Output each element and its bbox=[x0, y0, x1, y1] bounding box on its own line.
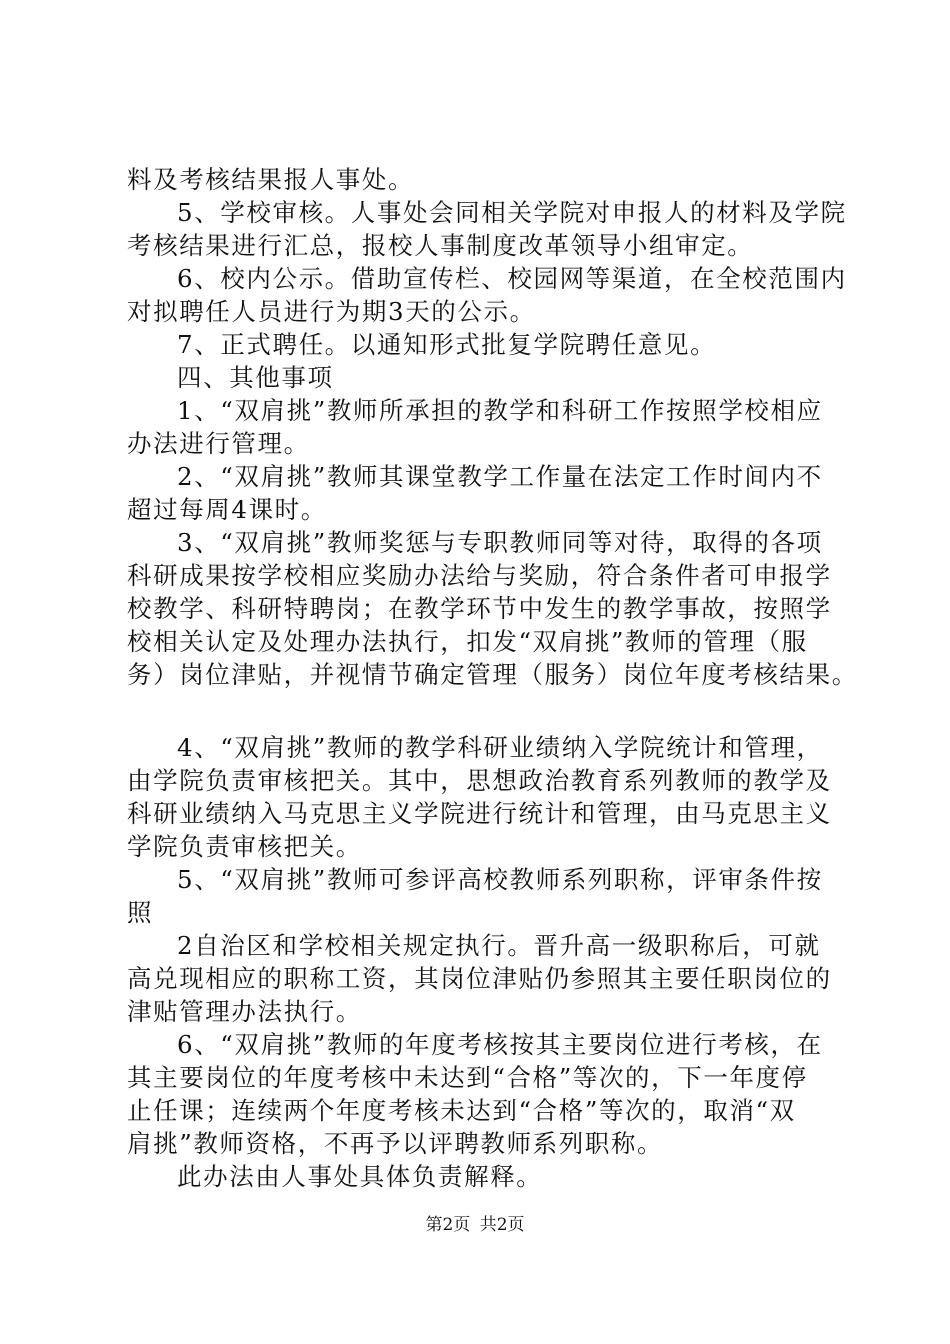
text-line: 考核结果进行汇总，报校人事制度改革领导小组审定。 bbox=[127, 231, 754, 260]
page-number: 第2页 bbox=[425, 1215, 471, 1235]
text-line: 3、“双肩挑”教师奖惩与专职教师同等对待，取得的各项 bbox=[177, 528, 823, 557]
text-line: 5、学校审核。人事处会同相关学院对申报人的材料及学院 bbox=[177, 198, 847, 227]
text-line: 对拟聘任人员进行为期3天的公示。 bbox=[127, 297, 536, 326]
text-line: 2、“双肩挑”教师其课堂教学工作量在法定工作时间内不 bbox=[177, 462, 823, 491]
text-line: 此办法由人事处具体负责解释。 bbox=[177, 1162, 543, 1191]
text-line: 1、“双肩挑”教师所承担的教学和科研工作按照学校相应 bbox=[177, 396, 823, 425]
text-line: 校相关认定及处理办法执行，扣发“双肩挑”教师的管理（服 bbox=[127, 627, 808, 656]
text-line: 办法进行管理。 bbox=[127, 429, 310, 458]
text-line: 6、“双肩挑”教师的年度考核按其主要岗位进行考核，在 bbox=[177, 1030, 823, 1059]
text-line: 肩挑”教师资格，不再予以评聘教师系列职称。 bbox=[127, 1129, 664, 1158]
text-line: 津贴管理办法执行。 bbox=[127, 997, 362, 1026]
text-line: 超过每周4课时。 bbox=[127, 495, 327, 524]
document-body bbox=[127, 163, 858, 1193]
section-heading: 四、其他事项 bbox=[177, 363, 334, 392]
text-line: 4、“双肩挑”教师的教学科研业绩纳入学院统计和管理， bbox=[177, 733, 823, 762]
text-line: 务）岗位津贴，并视情节确定管理（服务）岗位年度考核结果。 bbox=[127, 660, 858, 689]
page-footer bbox=[0, 1214, 950, 1236]
text-line: 5、“双肩挑”教师可参评高校教师系列职称，评审条件按 bbox=[177, 865, 823, 894]
text-line: 科研业绩纳入马克思主义学院进行统计和管理，由马克思主义 bbox=[127, 799, 832, 828]
page-total: 共2页 bbox=[479, 1215, 525, 1235]
text-line: 7、正式聘任。以通知形式批复学院聘任意见。 bbox=[177, 330, 717, 359]
text-line: 高兑现相应的职称工资，其岗位津贴仍参照其主要任职岗位的 bbox=[127, 964, 832, 993]
text-line: 科研成果按学校相应奖励办法给与奖励，符合条件者可申报学 bbox=[127, 561, 832, 590]
text-line: 其主要岗位的年度考核中未达到“合格”等次的，下一年度停 bbox=[127, 1063, 808, 1092]
text-line: 学院负责审核把关。 bbox=[127, 832, 362, 861]
text-line: 2自治区和学校相关规定执行。晋升高一级职称后，可就 bbox=[177, 931, 821, 960]
text-line: 照 bbox=[127, 898, 154, 927]
paragraph-gap bbox=[127, 691, 847, 731]
text-line: 6、校内公示。借助宣传栏、校园网等渠道，在全校范围内 bbox=[177, 264, 847, 293]
text-line: 料及考核结果报人事处。 bbox=[127, 165, 415, 194]
text-line: 止任课；连续两个年度考核未达到“合格”等次的，取消“双 bbox=[127, 1096, 796, 1125]
text-line: 由学院负责审核把关。其中，思想政治教育系列教师的教学及 bbox=[127, 766, 832, 795]
text-line: 校教学、科研特聘岗；在教学环节中发生的教学事故，按照学 bbox=[127, 594, 832, 623]
